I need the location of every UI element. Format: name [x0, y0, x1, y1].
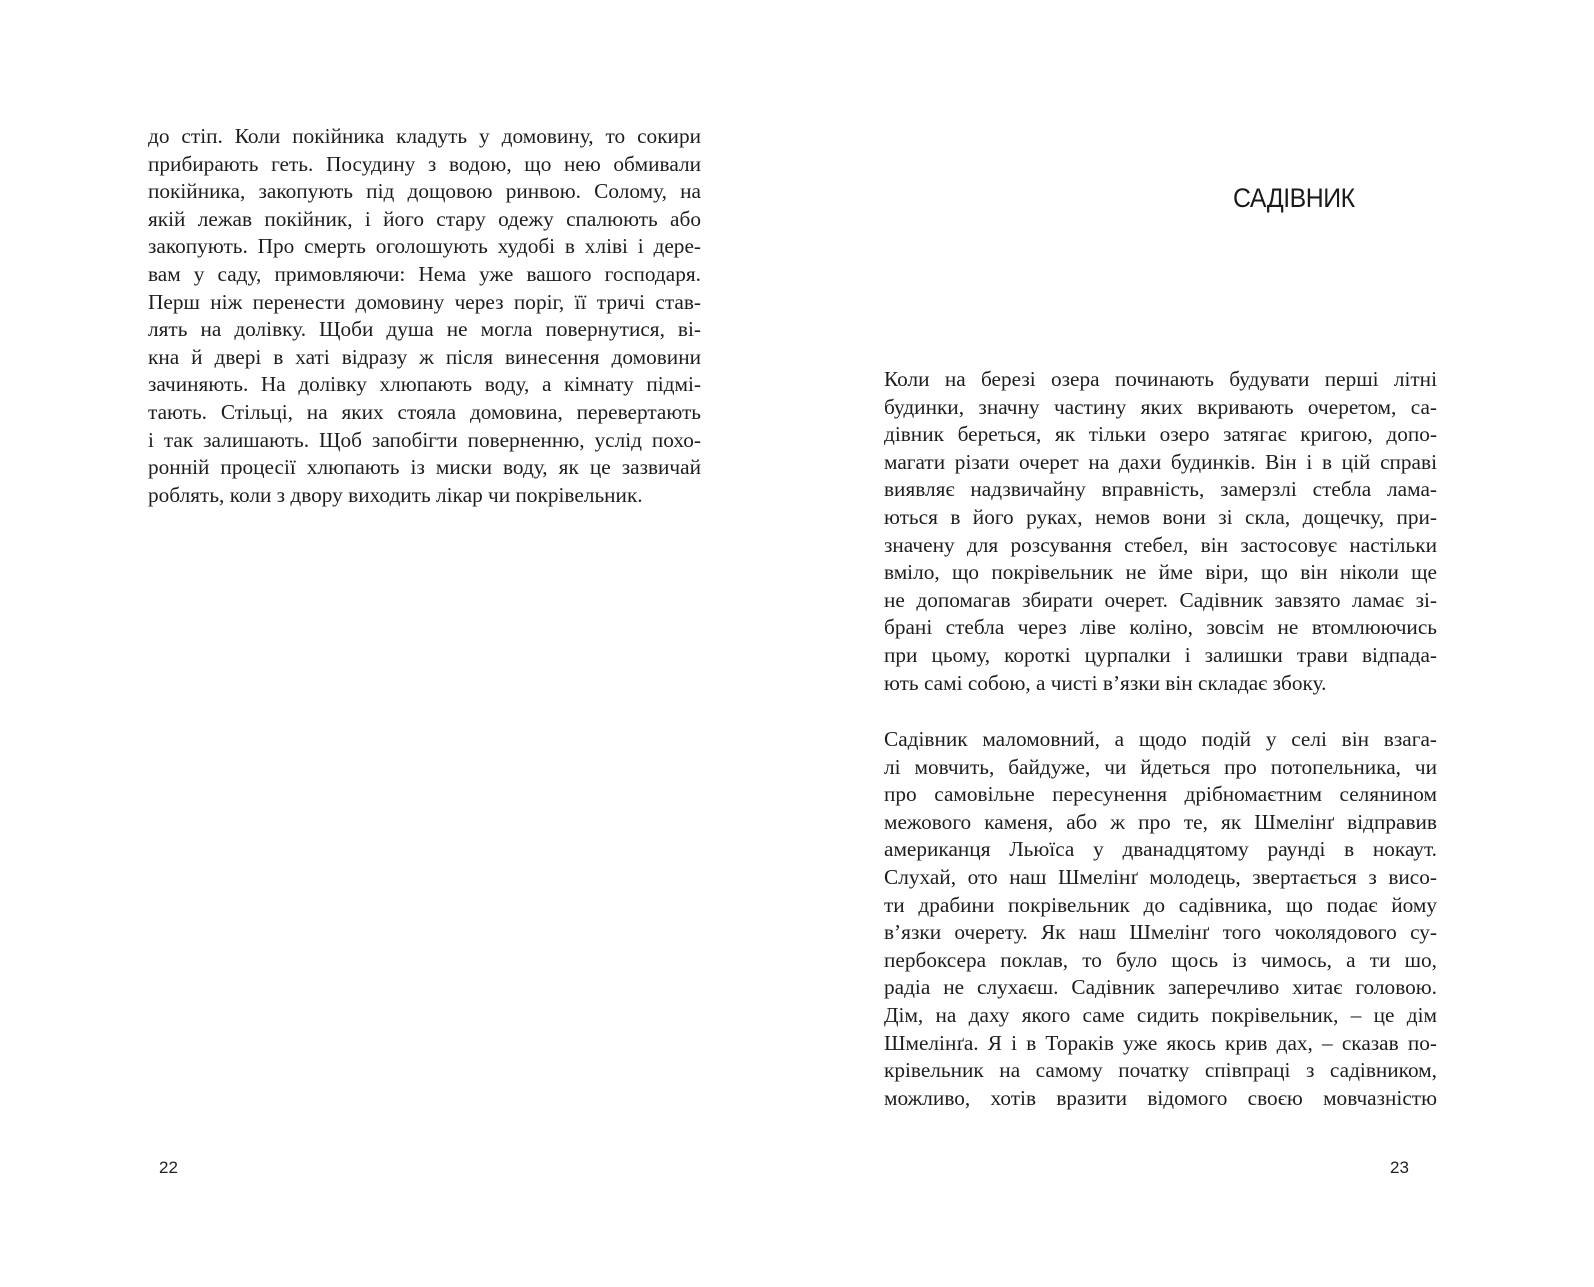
text-line: дівник береться, як тільки озеро затягає кригою, допо- — [884, 422, 1437, 447]
text-line: крівельник на самому початку співпраці з садівником, — [884, 1058, 1437, 1083]
text-line: кна й двері в хаті відразу ж після винесення домовини — [148, 344, 701, 369]
text-line: ронній процесії хлюпають із миски воду, як це зазвичай — [148, 455, 701, 480]
text-line: Коли на березі озера починають будувати перші літні — [884, 367, 1437, 391]
text-line: лять на долівку. Щоби душа не могла повернутися, ві- — [148, 317, 701, 342]
text-line: покійника, закопують під дощовою ринвою. Солому, на — [148, 179, 701, 204]
text-line: вам у саду, примовляючи: Нема уже вашого господаря. — [148, 261, 701, 286]
text-line: можливо, хотів вразити відомого своєю мовчазністю — [884, 1085, 1437, 1110]
right-page — [797, 0, 1594, 1287]
text-line: при цьому, короткі цурпалки і залишки трави відпада- — [884, 642, 1437, 667]
text-line: ють самі собою, а чисті в’язки він складає збоку. — [884, 670, 1327, 695]
text-line: до стіп. Коли покійника кладуть у домовину, то сокири — [148, 124, 701, 148]
text-line: Садівник маломовний, а щодо подій у селі він взага- — [884, 727, 1437, 751]
text-line: радіа не слухаєш. Садівник заперечливо хитає головою. — [884, 975, 1437, 1000]
text-line: прибирають геть. Посудину з водою, що нею обмивали — [148, 151, 701, 176]
text-line: не допомагав збирати очерет. Садівник завзято ламає зі- — [884, 587, 1437, 612]
text-line: виявляє надзвичайну вправність, замерзлі стебла лама- — [884, 477, 1437, 502]
text-line: про самовільне пересунення дрібномаєтним селянином — [884, 782, 1437, 807]
page-number-right: 23 — [1390, 1158, 1409, 1177]
text-line: будинки, значну частину яких вкривають очеретом, са- — [884, 394, 1437, 419]
text-line: лі мовчить, байдуже, чи йдеться про потопельника, чи — [884, 754, 1437, 779]
text-line: вміло, що покрівельник не йме віри, що він ніколи ще — [884, 560, 1437, 585]
text-line: Шмелінґа. Я і в Тораків уже якось крив дах, – сказав по- — [884, 1030, 1437, 1055]
left-page-text — [148, 123, 701, 509]
text-line: Перш ніж перенести домовину через поріг, її тричі став- — [148, 289, 701, 314]
text-line: брані стебла через ліве коліно, зовсім не втомлюючись — [884, 615, 1437, 640]
text-line: закопують. Про смерть оголошують худобі в хліві і дере- — [148, 234, 701, 259]
paragraph-1 — [884, 366, 1437, 697]
text-line: тають. Стільці, на яких стояла домовина, перевертають — [148, 399, 701, 424]
text-line: значену для розсування стебел, він застосовує настільки — [884, 532, 1437, 557]
text-line: магати різати очерет на дахи будинків. Він і в цій справі — [884, 449, 1437, 474]
text-line: в’язки очерету. Як наш Шмелінґ того чоколядового су- — [884, 920, 1437, 945]
text-line: пербоксера поклав, то було щось із чимось, а ти шо, — [884, 947, 1437, 972]
text-line: і так залишають. Щоб запобігти поверненню, услід похо- — [148, 427, 701, 452]
text-line: Слухай, ото наш Шмелінґ молодець, звертається з висо- — [884, 864, 1437, 889]
text-line: Дім, на даху якого саме сидить покрівельник, – це дім — [884, 1002, 1437, 1027]
text-line: американця Льюїса у дванадцятому раунді в нокаут. — [884, 837, 1437, 862]
chapter-title: САДІВНИК — [1233, 183, 1355, 213]
text-line: ти драбини покрівельник до садівника, що подає йому — [884, 892, 1437, 917]
text-line: ються в його руках, немов вони зі скла, дощечку, при- — [884, 504, 1437, 529]
text-line: зачиняють. На долівку хлюпають воду, а кімнату підмі- — [148, 372, 701, 397]
text-line: роблять, коли з двору виходить лікар чи покрівельник. — [148, 482, 643, 507]
paragraph-2 — [884, 726, 1437, 1112]
text-line: якій лежав покійник, і його стару одежу спалюють або — [148, 206, 701, 231]
page-number-left: 22 — [159, 1158, 178, 1177]
text-line: межового каменя, або ж про те, як Шмелінґ відправив — [884, 809, 1437, 834]
